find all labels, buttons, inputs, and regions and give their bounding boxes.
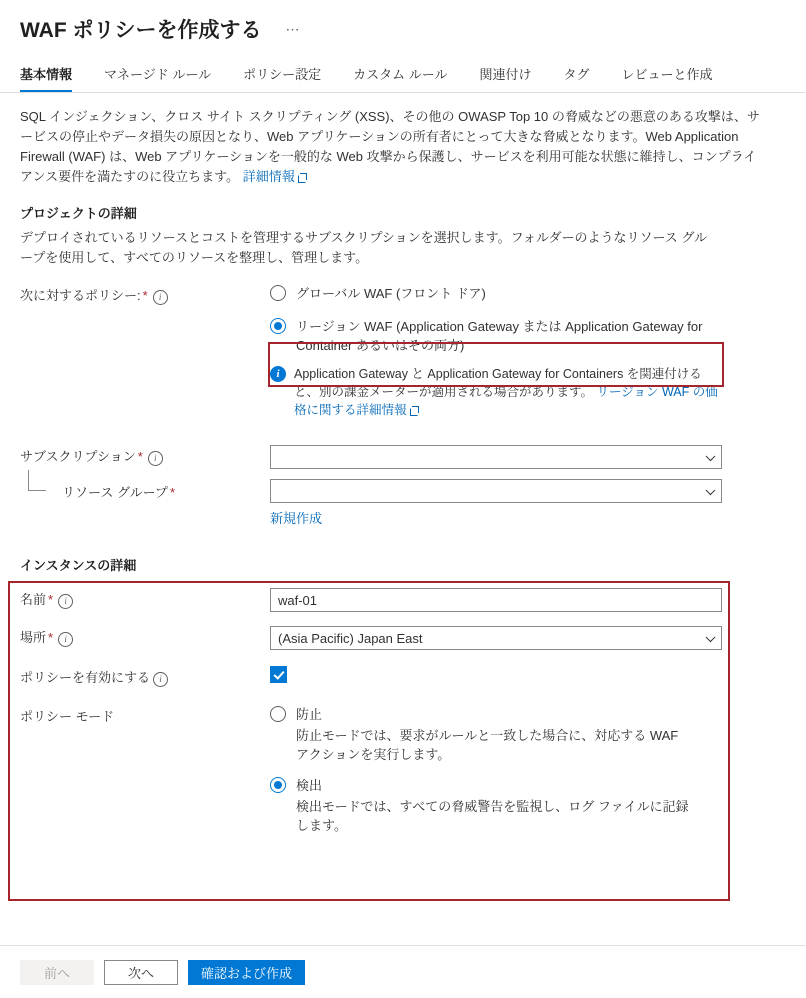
policy-mode-label (20, 705, 270, 726)
tab-managed-rules[interactable]: マネージド ルール (104, 67, 212, 82)
tree-elbow-icon (20, 482, 58, 494)
info-banner-message: Application Gateway と Application Gateway for Containers を関連付けると、別の課金メーターが適用される場合があります。 (294, 367, 702, 399)
project-details-heading: プロジェクトの詳細 (20, 206, 137, 221)
regional-waf-pricing-link[interactable]: リージョン WAF の価格に関する詳細情報 (294, 385, 718, 417)
name-input[interactable] (270, 588, 722, 612)
radio-prevention-row[interactable] (270, 705, 690, 724)
tab-basics[interactable]: 基本情報 (20, 64, 88, 92)
policy-for-label-text: 次に対するポリシー: (20, 288, 141, 303)
name-field (270, 588, 722, 612)
external-link-icon (410, 406, 419, 415)
info-icon[interactable]: i (153, 290, 168, 305)
page-header (0, 0, 806, 44)
policy-mode-label-text: ポリシー モード (20, 709, 115, 724)
resource-group-select[interactable] (270, 479, 722, 503)
policy-for-options (270, 284, 730, 419)
required-marker: * (48, 592, 54, 607)
resource-group-row (20, 479, 786, 527)
radio-global-waf[interactable] (270, 285, 286, 301)
intro-paragraph (20, 107, 760, 187)
radio-detection-row[interactable] (270, 776, 690, 795)
info-icon[interactable]: i (153, 672, 168, 687)
location-select-wrap[interactable] (270, 626, 722, 650)
review-create-button[interactable]: 確認および作成 (188, 960, 305, 985)
location-label (20, 626, 270, 647)
create-new-link[interactable]: 新規作成 (270, 511, 323, 526)
enable-policy-label-text: ポリシーを有効にする (20, 670, 151, 685)
project-details-description: デプロイされているリソースとコストを管理するサブスクリプションを選択します。フォルダーのようなリソース グループを使用して、すべてのリソースを整理し、管理します。 (20, 230, 708, 265)
subscription-label-text: サブスクリプション (20, 449, 136, 464)
required-marker: * (137, 449, 143, 464)
info-banner-text (294, 365, 722, 419)
resource-group-label (20, 479, 270, 501)
enable-policy-field (270, 666, 722, 683)
name-label (20, 588, 270, 609)
location-select[interactable] (270, 626, 722, 650)
required-marker: * (142, 288, 148, 303)
learn-more-link[interactable]: 詳細情報 (242, 169, 295, 184)
radio-regional-waf-row[interactable] (270, 317, 730, 355)
wizard-footer (0, 945, 806, 998)
subscription-select[interactable] (270, 445, 722, 469)
info-icon[interactable]: i (58, 594, 73, 609)
location-field (270, 626, 722, 650)
required-marker: * (48, 630, 54, 645)
instance-details-section (20, 555, 786, 845)
radio-detection-description: 検出モードでは、すべての脅威警告を監視し、ログ ファイルに記録します。 (296, 799, 689, 833)
radio-prevention-description: 防止モードでは、要求がルールと一致した場合に、対応する WAF アクションを実行します。 (296, 728, 679, 762)
subscription-row (20, 445, 786, 469)
create-new-resource-group[interactable] (270, 508, 722, 527)
tab-review-create[interactable]: レビューと作成 (621, 67, 713, 82)
tab-association[interactable]: 関連付け (479, 67, 532, 82)
info-banner-icon: i (270, 366, 286, 382)
radio-global-waf-row[interactable] (270, 284, 730, 303)
policy-mode-options (270, 705, 690, 845)
enable-policy-checkbox[interactable] (270, 666, 287, 683)
info-icon[interactable]: i (148, 451, 163, 466)
external-link-icon (298, 173, 307, 182)
radio-prevention[interactable] (270, 706, 286, 722)
resource-group-select-wrap[interactable] (270, 479, 722, 503)
intro-text: SQL インジェクション、クロス サイト スクリプティング (XSS)、その他の OWASP Top 10 の脅威などの悪意のある攻撃は、サービスの停止やデータ損失の原因となり、Web アプリケーションの所有者にとって大きな脅威となります。Web Application Firewall (WAF) は、Web アプリケーションを一般的な Web 攻撃から保護し、サービスを利用可能な状態に維持し、コンプライアンス要件を満たすのに役立ちます。 (20, 109, 760, 184)
next-button[interactable]: 次へ (104, 960, 178, 985)
name-label-text: 名前 (20, 592, 47, 607)
tab-policy-settings[interactable]: ポリシー設定 (243, 67, 322, 82)
location-label-text: 場所 (20, 630, 47, 645)
tab-tags[interactable]: タグ (563, 67, 590, 82)
form-content (0, 93, 806, 845)
resource-group-label-text: リソース グループ * (62, 485, 175, 500)
subscription-label (20, 445, 270, 466)
more-actions-icon[interactable]: ⋯ (285, 20, 301, 37)
radio-global-waf-label: グローバル WAF (フロント ドア) (296, 286, 486, 301)
location-row (20, 626, 786, 650)
radio-prevention-label: 防止 (296, 707, 323, 722)
enable-policy-row (20, 666, 786, 687)
pricing-info-banner (270, 365, 722, 419)
resource-group-field (270, 479, 722, 527)
policy-for-row (20, 284, 786, 419)
instance-details-heading: インスタンスの詳細 (20, 558, 137, 573)
page-title: WAF ポリシーを作成する (20, 19, 262, 42)
radio-regional-waf[interactable] (270, 318, 286, 334)
enable-policy-label (20, 666, 270, 687)
policy-for-label (20, 284, 270, 305)
info-icon[interactable]: i (58, 632, 73, 647)
wizard-tabs (0, 58, 806, 93)
subscription-field (270, 445, 722, 469)
required-marker: * (169, 485, 175, 500)
tab-custom-rules[interactable]: カスタム ルール (353, 67, 448, 82)
radio-detection[interactable] (270, 777, 286, 793)
radio-regional-waf-label: リージョン WAF (Application Gateway または Application Gateway for Container あるいはその両方) (296, 319, 703, 353)
policy-mode-row (20, 705, 786, 845)
radio-detection-label: 検出 (296, 778, 323, 793)
subscription-select-wrap[interactable] (270, 445, 722, 469)
previous-button: 前へ (20, 960, 94, 985)
name-row (20, 588, 786, 612)
